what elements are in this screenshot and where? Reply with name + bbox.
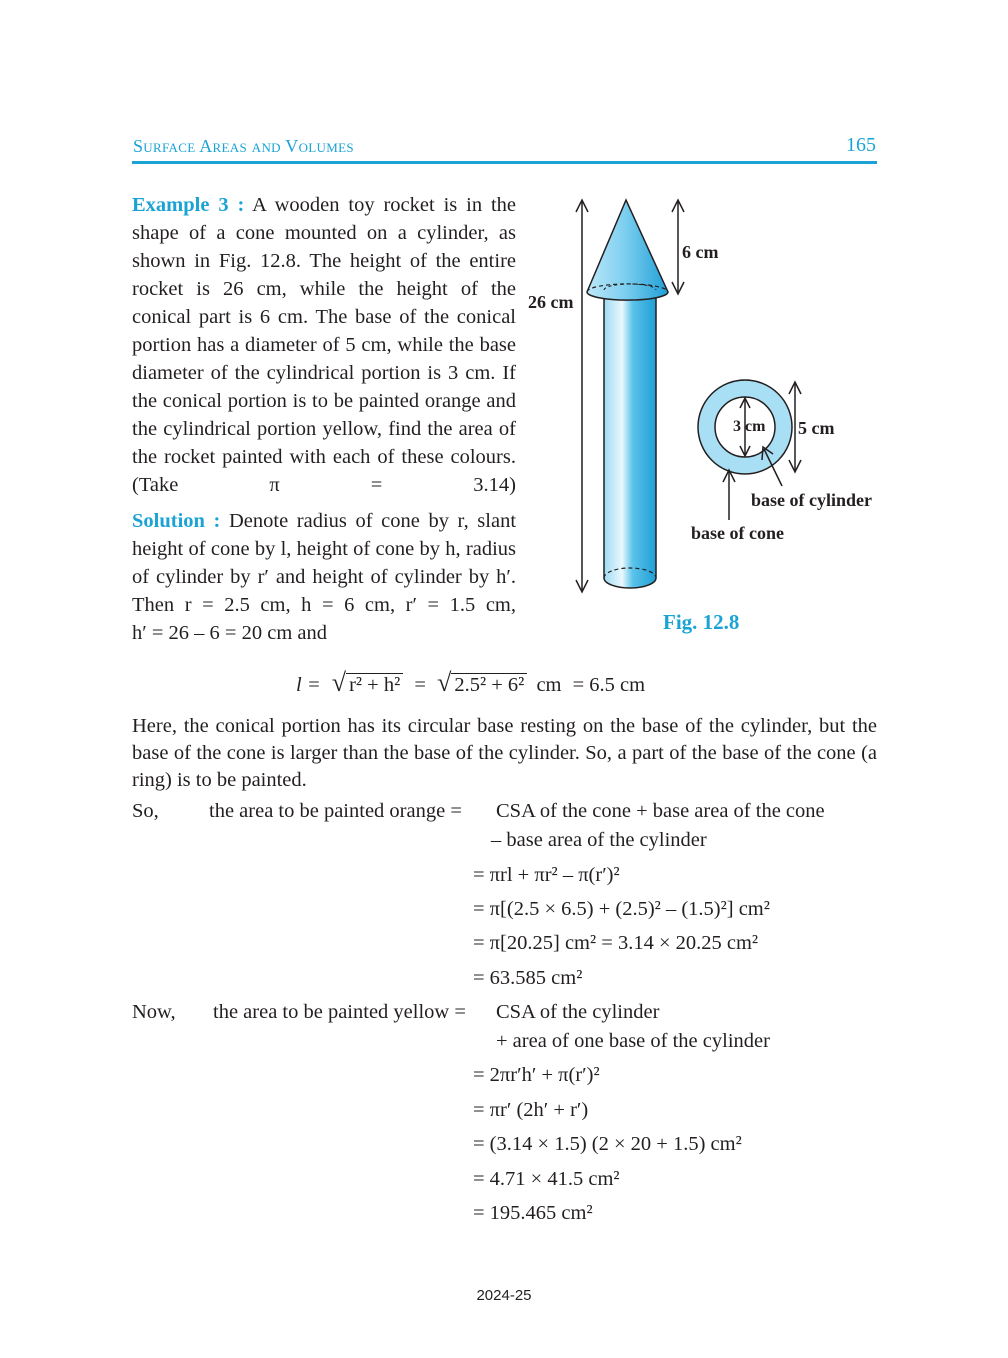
footer-year: 2024-25 [476,1287,532,1304]
cylinder-body [604,292,656,588]
label-6-cm: 6 cm [682,242,719,262]
example-label: Example 3 : [132,194,245,216]
solution-line-1: Denote radius of cone by r, slant [228,510,517,532]
header-rule [132,161,877,164]
orange-step-3: = π[20.25] cm² = 3.14 × 20.25 cm² [473,932,759,954]
label-base-of-cylinder: base of cylinder [751,490,872,510]
formula-eq: = [414,674,426,696]
yellow-rhs-line-1: CSA of the cylinder [496,1001,660,1023]
yellow-step-4: = 4.71 × 41.5 cm² [473,1168,620,1190]
yellow-description: the area to be painted yellow = [213,1001,466,1023]
orange-rhs-line-1: CSA of the cone + base area of the cone [496,800,825,822]
orange-description: the area to be painted orange = [209,800,462,822]
formula-unit: cm [536,674,562,696]
solution-paragraph [132,507,516,647]
example-paragraph [132,191,516,499]
figure-caption: Fig. 12.8 [663,610,740,634]
height-26-dimension [576,200,588,592]
label-5-cm: 5 cm [798,418,835,438]
yellow-step-1: = 2πr′h′ + π(r′)² [473,1064,600,1086]
running-header-title: Surface Areas and Volumes [133,136,354,156]
solution-line-3: of cylinder by r′ and height of cylinder by h′. [132,566,516,588]
orange-step-2: = π[(2.5 × 6.5) + (2.5)² – (1.5)²] cm² [473,898,770,920]
page-number: 165 [846,134,876,156]
example-text: A wooden toy rocket is in the shape of a cone mounted on a cylinder, as shown in Fig. 12.8. The height of the entire rocket is 26 cm, while the height of the conical part is 6 cm. The base of the conical portion has a diameter of 5 cm, while the base diameter of the cylindrical portion is 3 cm. If the conical portion is to be painted orange and the cylindrical portion yellow, find the area of the rocket painted with each of these colours. (Take π = 3.14) [132,194,517,496]
yellow-rhs-line-2: + area of one base of the cylinder [496,1030,770,1052]
orange-step-1: = πrl + πr² – π(r′)² [473,864,620,886]
label-base-of-cone: base of cone [691,523,784,543]
explanation-paragraph: Here, the conical portion has its circular base resting on the base of the cylinder, but the base of the cone is larger than the base of the cylinder. So, a part of the base of the cone (a ring) is to be painted. [132,715,877,791]
solution-line-2: height of cone by l, height of cone by h, radius [132,538,516,560]
cone-body [587,200,668,300]
orange-lead: So, [132,800,159,822]
label-3-cm: 3 cm [733,418,766,435]
rocket-figure [520,190,900,610]
yellow-step-2: = πr′ (2h′ + r′) [473,1099,589,1121]
formula-result: = 6.5 cm [572,674,646,696]
yellow-step-5: = 195.465 cm² [473,1202,593,1224]
solution-line-4: Then r = 2.5 cm, h = 6 cm, r′ = 1.5 cm, [132,594,516,616]
formula-radical-1: r² + h² [346,673,403,696]
slant-height-formula: l = √ r² + h² = √ 2.5² + 6² cm = 6.5 cm [296,668,646,697]
yellow-lead: Now, [132,1001,176,1023]
leader-base-cone [723,470,735,520]
yellow-step-3: = (3.14 × 1.5) (2 × 20 + 1.5) cm² [473,1133,742,1155]
solution-label: Solution : [132,510,221,532]
orange-step-4: = 63.585 cm² [473,967,583,989]
formula-radical-2: 2.5² + 6² [451,673,527,696]
formula-lhs: l = [296,674,321,696]
label-26-cm: 26 cm [528,292,574,312]
solution-line-5: h′ = 26 – 6 = 20 cm and [132,622,328,644]
orange-rhs-line-2: – base area of the cylinder [491,829,707,851]
